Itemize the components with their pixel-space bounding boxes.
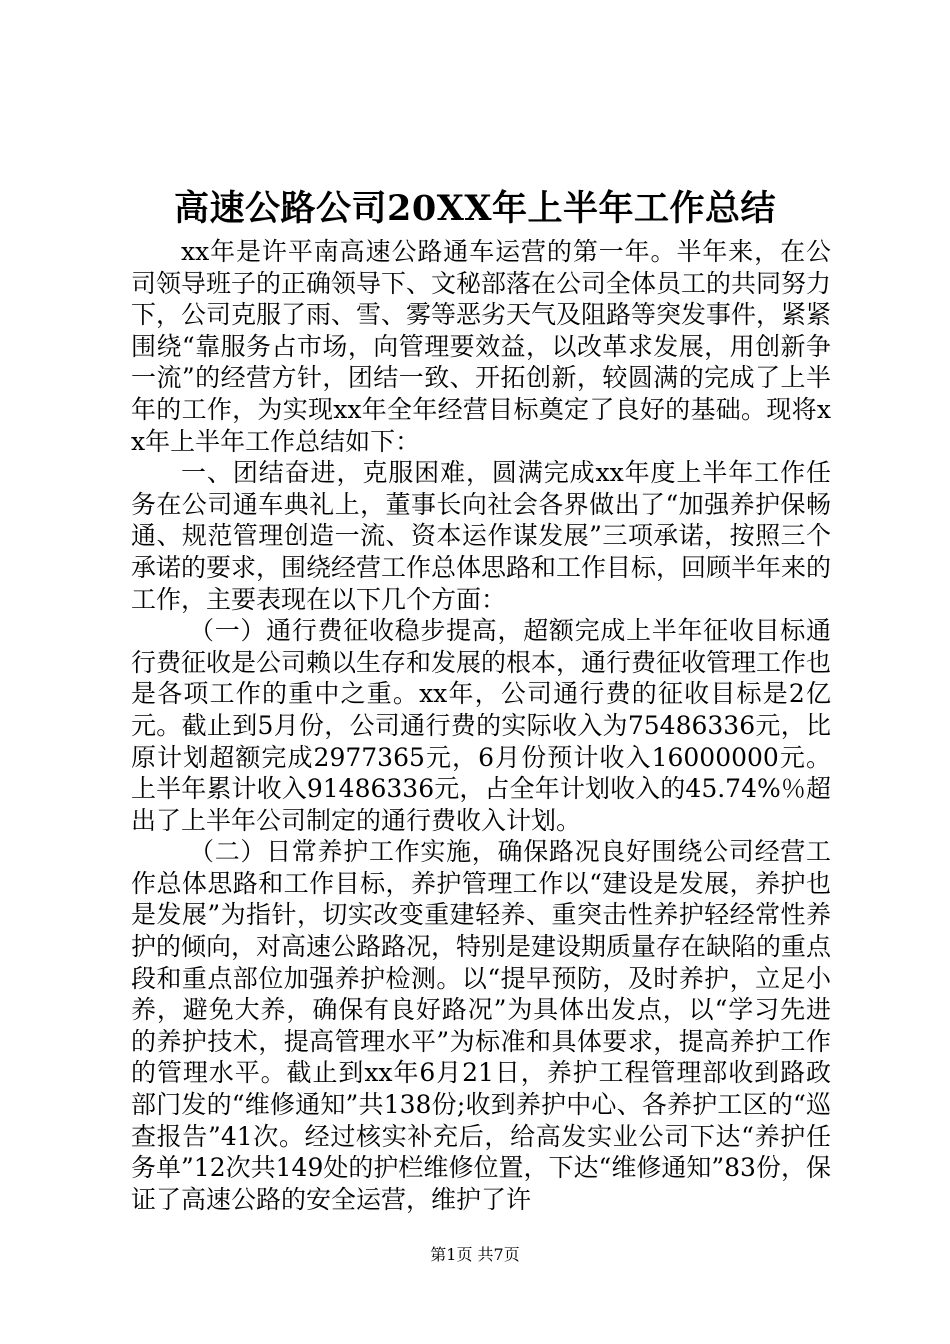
paragraph-toll-collection: （一）通行费征收稳步提高，超额完成上半年征收目标通行费征收是公司赖以生存和发展的根本，通行费征收管理工作也是各项工作的重中之重。xx年，公司通行费的征收目标是2亿元。截止到5月份，公司通行费的实际收入为75486336元，比原计划超额完成2977365元，6月份预计收入16000000元。上半年累计收入91486336元，占全年计划收入的45.74%％超出了上半年公司制定的通行费收入计划。 [131, 616, 832, 835]
document-body [131, 236, 831, 1215]
page-number-footer: 第1页 共7页 [430, 1245, 520, 1264]
paragraph-maintenance: （二）日常养护工作实施，确保路况良好围绕公司经营工作总体思路和工作目标，养护管理工作以“建设是发展，养护也是发展”为指针，切实改变重建轻养、重突击性养护轻经常性养护的倾向，对高速公路路况，特别是建设期质量存在缺陷的重点段和重点部位加强养护检测。以“提早预防，及时养护，立足小养，避免大养，确保有良好路况”为具体出发点，以“学习先进的养护技术，提高管理水平”为标准和具体要求，提高养护工作的管理水平。截止到xx年6月21日，养护工程管理部收到路政部门发的“维修通知”共138份;收到养护中心、各养护工区的“巡查报告”41次。经过核实补充后，给高发实业公司下达“养护任务单”12次共149处的护栏维修位置，下达“维修通知”83份，保证了高速公路的安全运营，维护了许 [131, 837, 832, 1214]
paragraph-section-one: 一、团结奋进，克服困难，圆满完成xx年度上半年工作任务在公司通车典礼上，董事长向社会各界做出了“加强养护保畅通、规范管理创造一流、资本运作谋发展”三项承诺，按照三个承诺的要求，围绕经营工作总体思路和工作目标，回顾半年来的工作，主要表现在以下几个方面： [131, 458, 832, 614]
paragraph-intro: xx年是许平南高速公路通车运营的第一年。半年来，在公司领导班子的正确领导下、文秘部落在公司全体员工的共同努力下，公司克服了雨、雪、雾等恶劣天气及阻路等突发事件，紧紧围绕“靠服务占市场，向管理要效益，以改革求发展，用创新争一流”的经营方针，团结一致、开拓创新，较圆满的完成了上半年的工作，为实现xx年全年经营目标奠定了良好的基础。现将xx年上半年工作总结如下： [131, 237, 832, 456]
document-title: 高速公路公司20XX年上半年工作总结 [173, 188, 777, 229]
